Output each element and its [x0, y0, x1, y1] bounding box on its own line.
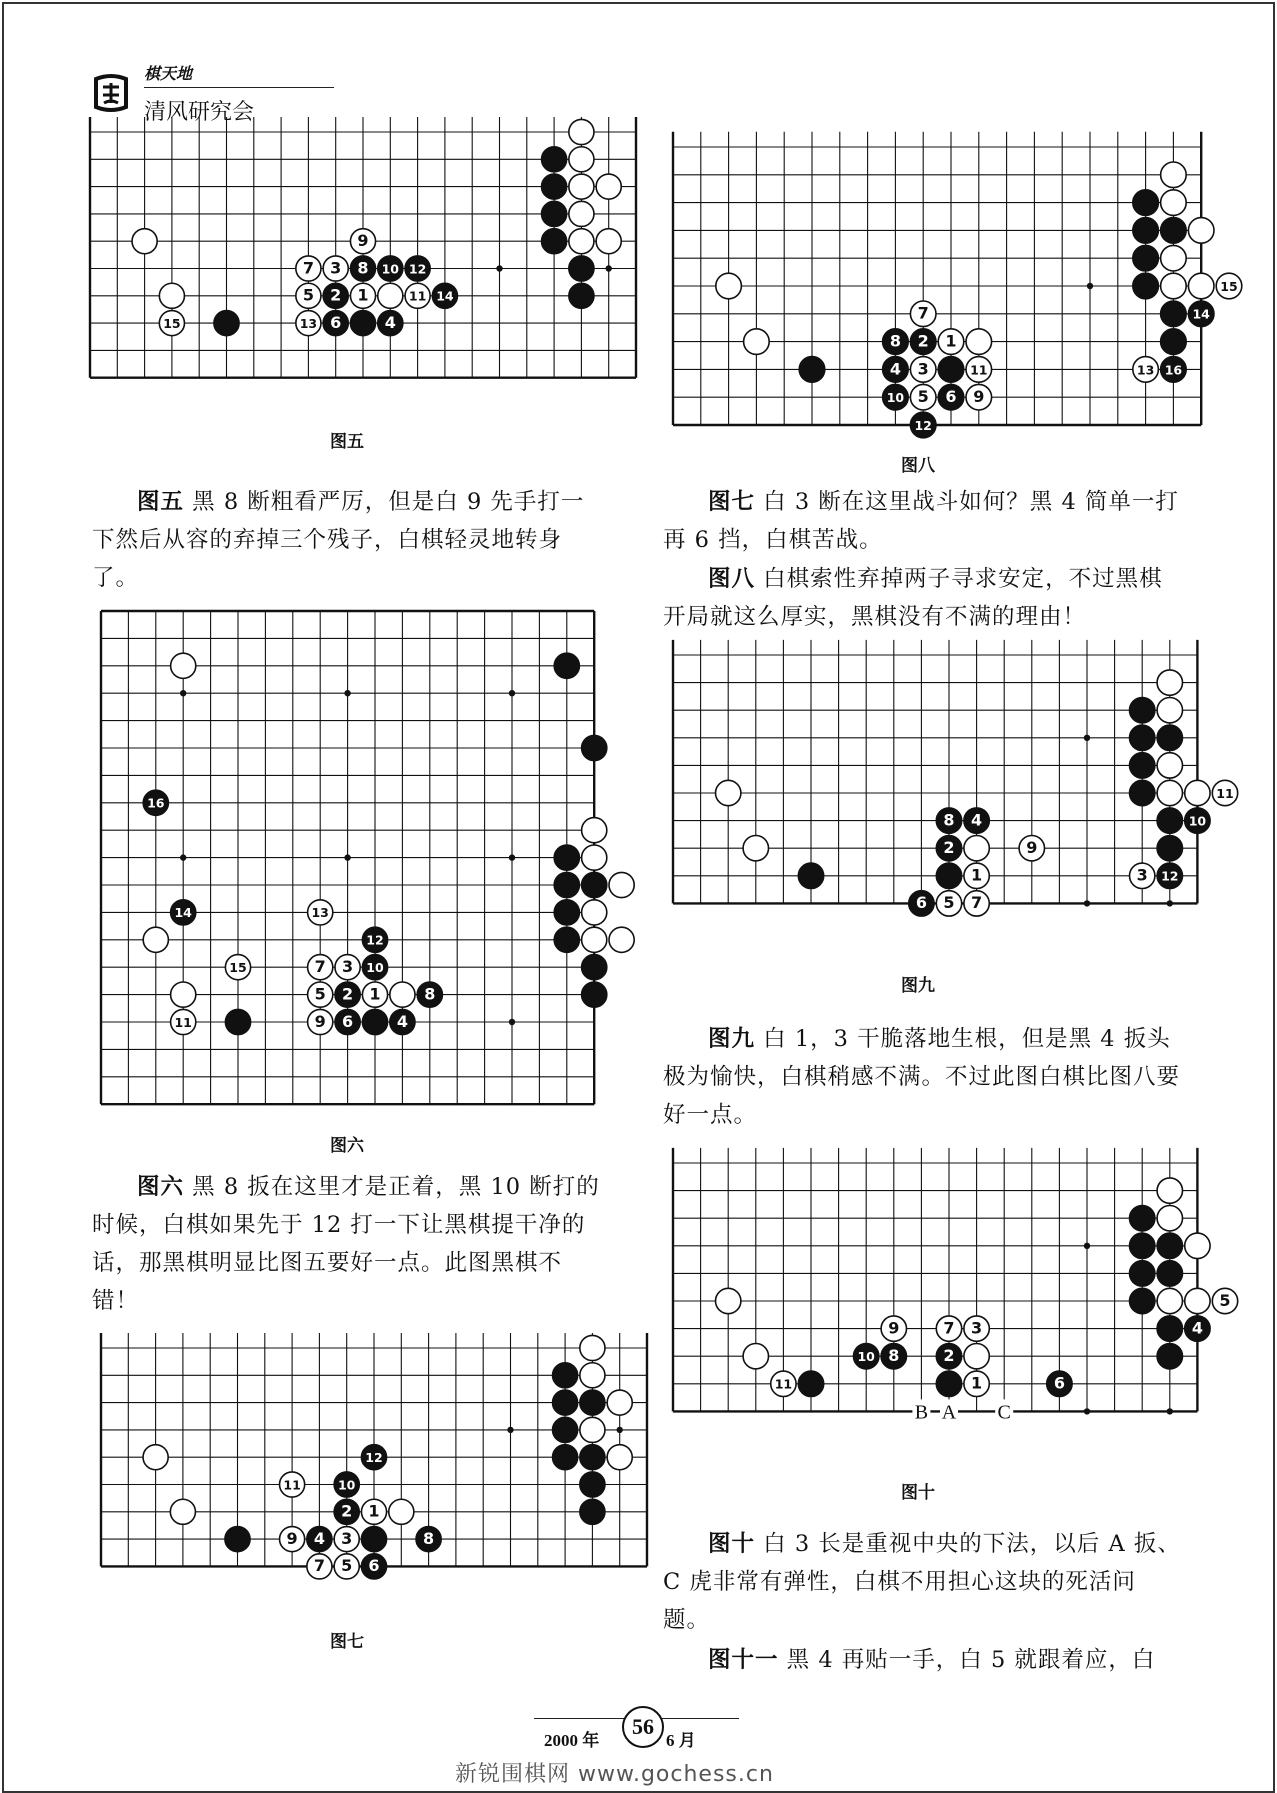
black-stone	[936, 1371, 961, 1396]
move-number: 6	[915, 893, 927, 913]
white-stone	[1157, 1178, 1182, 1203]
paragraph-fig6	[92, 1168, 607, 1320]
move-number: 16	[147, 795, 165, 811]
paragraph-text: 白棋索性弃掉两子寻求安定，不过黑棋开局就这么厚实，黑棋没有不满的理由！	[663, 566, 1163, 630]
white-stone	[389, 1499, 414, 1524]
footer-year: 2000 年	[544, 1731, 600, 1750]
footer-month: 6 月	[666, 1731, 696, 1750]
white-stone	[743, 1344, 768, 1369]
figure-caption-fig10: 图十	[901, 1483, 935, 1503]
move-number: 7	[314, 956, 326, 976]
black-stone	[1157, 1316, 1182, 1341]
black-stone	[1130, 1288, 1155, 1313]
move-number: 11	[174, 1014, 192, 1030]
move-number: 5	[314, 984, 326, 1004]
figure-caption-fig9: 图九	[901, 976, 935, 996]
black-stone	[798, 1371, 823, 1396]
move-number: 16	[1164, 362, 1183, 378]
move-number: 4	[313, 1528, 325, 1548]
black-stone	[1130, 1206, 1155, 1231]
white-stone	[1157, 1206, 1182, 1231]
move-number: 4	[1191, 1318, 1203, 1338]
move-number: 13	[311, 905, 329, 921]
black-stone	[1130, 1233, 1155, 1258]
white-stone	[170, 1499, 195, 1524]
move-number: 5	[341, 1556, 353, 1576]
paragraph-text: 黑 8 断粗看严厉，但是白 9 先手打一下然后从容的弃掉三个残子，白棋轻灵地转身了。	[92, 489, 585, 591]
move-number: 6	[368, 1556, 380, 1576]
page-number: 56	[622, 1706, 664, 1748]
magazine-name: 棋天地	[144, 64, 193, 83]
hoshi-point	[1084, 1408, 1090, 1414]
move-number: 13	[1136, 362, 1155, 378]
black-stone	[1157, 1344, 1182, 1369]
black-stone	[1157, 1233, 1182, 1258]
black-stone	[580, 1472, 605, 1497]
move-number: 3	[1136, 865, 1148, 885]
move-number: 2	[330, 285, 342, 305]
move-number: 10	[886, 390, 905, 406]
white-stone	[716, 1288, 741, 1313]
paragraph-label: 图六	[137, 1174, 185, 1200]
move-number: 9	[888, 1318, 900, 1338]
move-number: 5	[917, 387, 929, 407]
board-label-A: A	[941, 1401, 957, 1424]
site-watermark: 新锐围棋网 www.gochess.cn	[455, 1762, 774, 1787]
move-number: 15	[229, 959, 247, 975]
paragraph-label: 图十	[708, 1531, 756, 1557]
move-number: 7	[943, 1318, 955, 1338]
figure-caption-fig5: 图五	[330, 432, 364, 452]
move-number: 12	[914, 417, 932, 433]
move-number: 10	[381, 261, 400, 277]
move-number: 13	[299, 315, 318, 331]
move-number: 15	[163, 315, 181, 331]
move-number: 15	[1220, 278, 1238, 294]
move-number: 12	[1161, 868, 1179, 884]
move-number: 12	[366, 932, 384, 948]
move-number: 11	[408, 288, 427, 304]
move-number: 2	[342, 984, 354, 1004]
move-number: 14	[1192, 306, 1210, 322]
paragraph-text: 黑 8 扳在这里才是正着，黑 10 断打的时候，白棋如果先于 12 打一下让黑棋提干净的话，那黑棋明显比图五要好一点。此图黑棋不错！	[92, 1174, 600, 1314]
move-number: 1	[369, 984, 381, 1004]
move-number: 12	[408, 261, 427, 277]
hoshi-point	[1084, 1243, 1090, 1249]
board-label-C: C	[997, 1401, 1011, 1424]
move-number: 14	[436, 288, 454, 304]
board-grid	[673, 1148, 1197, 1415]
move-number: 2	[943, 838, 955, 858]
black-stone	[1130, 1261, 1155, 1286]
paragraph-fig5	[92, 483, 607, 597]
move-number: 8	[943, 810, 955, 830]
paragraph-fig11	[663, 1641, 1181, 1679]
page-footer	[534, 1700, 744, 1756]
paragraph-fig8	[663, 560, 1181, 636]
move-number: 8	[357, 258, 369, 278]
move-number: 9	[314, 1011, 326, 1031]
paragraph-text: 黑 4 再贴一手，白 5 就跟着应，白	[778, 1647, 1156, 1673]
move-number: 5	[943, 893, 955, 913]
figure-caption-fig7: 图七	[330, 1632, 364, 1652]
move-number: 7	[302, 258, 314, 278]
paragraph-fig10	[663, 1525, 1181, 1639]
move-number: 9	[286, 1528, 298, 1548]
figure-caption-fig6: 图六	[330, 1136, 364, 1156]
move-number: 4	[971, 810, 983, 830]
move-number: 12	[365, 1449, 383, 1465]
black-stone	[1157, 1261, 1182, 1286]
paragraph-label: 图九	[708, 1026, 756, 1052]
white-stone	[964, 1344, 989, 1369]
paragraph-label: 图十一	[708, 1647, 779, 1673]
move-number: 10	[366, 959, 384, 975]
move-number: 4	[889, 359, 901, 379]
move-number: 1	[971, 1373, 983, 1393]
move-number: 3	[342, 956, 354, 976]
move-number: 8	[424, 984, 436, 1004]
black-stone	[580, 1499, 605, 1524]
column-title: 清风研究会	[144, 100, 255, 125]
white-stone	[1157, 1288, 1182, 1313]
move-number: 4	[396, 1011, 408, 1031]
move-number: 11	[774, 1376, 793, 1392]
paragraph-label: 图八	[708, 566, 756, 592]
move-number: 4	[384, 312, 396, 332]
move-number: 2	[341, 1501, 353, 1521]
move-number: 10	[337, 1477, 356, 1493]
hoshi-point	[1167, 1408, 1173, 1414]
move-number: 5	[302, 285, 314, 305]
paragraph-fig7	[663, 483, 1181, 559]
move-number: 6	[945, 387, 957, 407]
paragraph-text: 白 1，3 干脆落地生根，但是黑 4 扳头极为愉快，白棋稍感不满。不过此图白棋比图八要好一点。	[663, 1026, 1181, 1128]
move-number: 8	[888, 1346, 900, 1366]
move-number: 11	[1216, 785, 1234, 801]
move-number: 3	[917, 359, 929, 379]
move-number: 1	[971, 865, 983, 885]
paragraph-fig9	[663, 1020, 1181, 1134]
move-number: 5	[1219, 1290, 1231, 1310]
move-number: 14	[174, 905, 192, 921]
black-stone	[225, 1527, 250, 1552]
move-number: 11	[283, 1477, 301, 1493]
move-number: 3	[330, 258, 342, 278]
move-number: 6	[342, 1011, 354, 1031]
move-number: 6	[330, 312, 342, 332]
board-label-B: B	[914, 1401, 929, 1424]
move-number: 7	[313, 1556, 325, 1576]
move-number: 7	[917, 303, 929, 323]
move-number: 3	[971, 1318, 983, 1338]
move-number: 8	[889, 331, 901, 351]
paragraph-label: 图七	[708, 489, 756, 515]
move-number: 1	[357, 285, 369, 305]
move-number: 10	[1188, 813, 1207, 829]
paragraph-text: 白 3 断在这里战斗如何？黑 4 简单一打再 6 挡，白棋苦战。	[663, 489, 1179, 553]
white-stone	[1185, 1288, 1210, 1313]
move-number: 1	[368, 1501, 380, 1521]
move-number: 2	[943, 1346, 955, 1366]
move-number: 10	[857, 1349, 875, 1365]
move-number: 11	[970, 362, 988, 378]
move-number: 6	[1053, 1373, 1065, 1393]
move-number: 2	[917, 331, 929, 351]
move-number: 3	[341, 1528, 353, 1548]
paragraph-label: 图五	[137, 489, 185, 515]
white-stone	[1185, 1233, 1210, 1258]
move-number: 8	[423, 1528, 435, 1548]
figure-caption-fig8: 图八	[901, 456, 935, 476]
black-stone	[361, 1527, 386, 1552]
move-number: 9	[357, 230, 369, 250]
move-number: 9	[973, 387, 985, 407]
move-number: 7	[971, 893, 983, 913]
paragraph-text: 白 3 长是重视中央的下法，以后 A 扳、C 虎非常有弹性，白棋不用担心这块的死活问题。	[663, 1531, 1181, 1633]
move-number: 9	[1026, 838, 1038, 858]
move-number: 1	[945, 331, 957, 351]
